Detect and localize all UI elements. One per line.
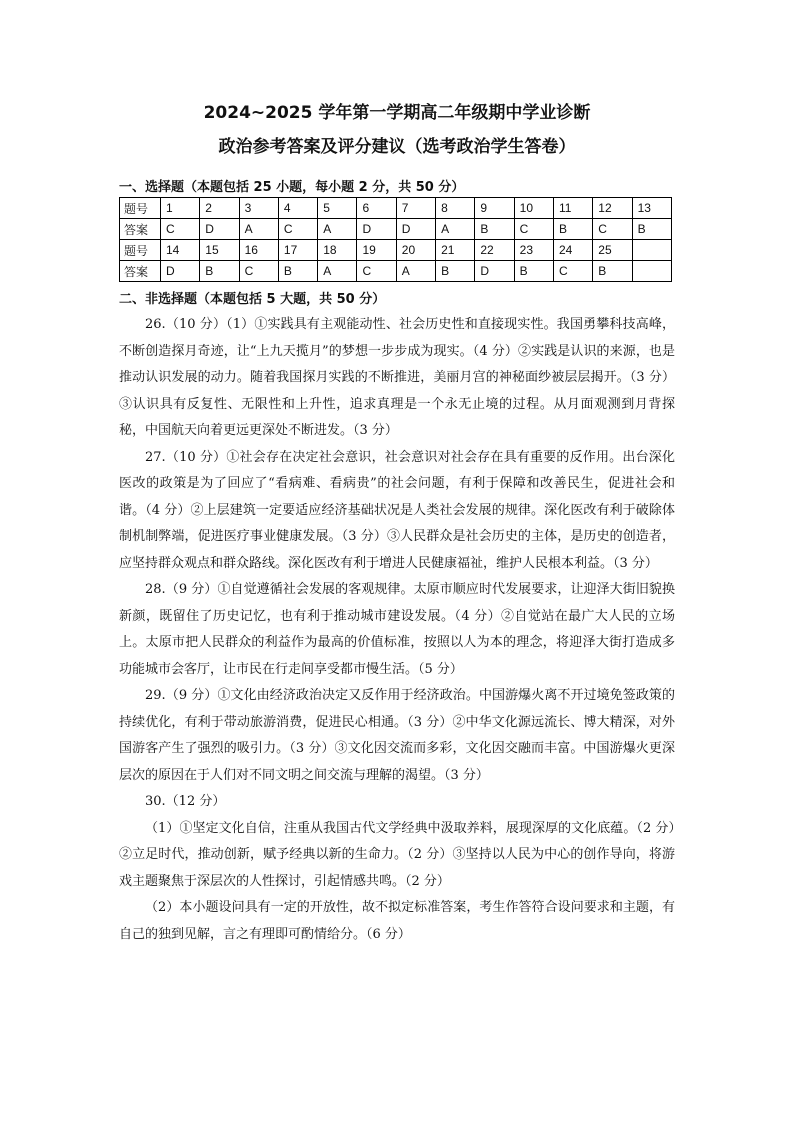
answer-cell: A bbox=[318, 261, 357, 282]
answer-table bbox=[119, 197, 672, 282]
answer-cell: C bbox=[278, 219, 317, 240]
question-number-cell: 12 bbox=[593, 198, 632, 219]
question-number-cell: 17 bbox=[278, 240, 317, 261]
answer-cell: A bbox=[318, 219, 357, 240]
title-line-1: 2024~2025 学年第一学期高二年级期中学业诊断 bbox=[203, 103, 591, 123]
answer-cell: D bbox=[396, 219, 435, 240]
table-row-question-numbers-2 bbox=[120, 240, 672, 261]
question-number-cell: 14 bbox=[161, 240, 200, 261]
question-number-cell: 16 bbox=[239, 240, 278, 261]
question-number-cell: 19 bbox=[357, 240, 396, 261]
question-number-cell: 8 bbox=[436, 198, 475, 219]
row-label: 题号 bbox=[120, 240, 161, 261]
question-number-cell: 2 bbox=[200, 198, 239, 219]
section-heading-choice: 一、选择题（本题包括 25 小题，每小题 2 分，共 50 分） bbox=[119, 180, 465, 195]
question-number-cell: 23 bbox=[514, 240, 553, 261]
answer-cell: B bbox=[553, 219, 592, 240]
answer-cell bbox=[632, 261, 671, 282]
question-number-cell: 11 bbox=[553, 198, 592, 219]
answer-cell: C bbox=[593, 219, 632, 240]
answer-paragraph-30-heading: 30.（12 分） bbox=[145, 794, 226, 809]
question-number-cell: 5 bbox=[318, 198, 357, 219]
answer-cell: B bbox=[632, 219, 671, 240]
answer-cell: B bbox=[475, 219, 514, 240]
answer-cell: C bbox=[514, 219, 553, 240]
answer-cell: A bbox=[396, 261, 435, 282]
answer-cell: D bbox=[161, 261, 200, 282]
question-number-cell: 1 bbox=[161, 198, 200, 219]
question-number-cell: 22 bbox=[475, 240, 514, 261]
answer-cell: D bbox=[475, 261, 514, 282]
answer-cell: B bbox=[200, 261, 239, 282]
answer-paragraph-26: 26.（10 分）（1）①实践具有主观能动性、社会历史性和直接现实性。我国勇攀科技高峰，不断创造探月奇迹，让“上九天揽月”的梦想一步步成为现实。（4 分）②实践是认识的来源，也是推动认识发展的动力。随着我国探月实践的不断推进，美丽月宫的神秘面纱被层层揭开。（3 分）③认识具有反复性、无限性和上升性，追求真理是一个永无止境的过程。从月面观测到月背探秘，中国航天向着更远更深处不断进发。（3 分） bbox=[119, 317, 675, 438]
title-line-2: 政治参考答案及评分建议（选考政治学生答卷） bbox=[218, 137, 576, 157]
answer-cell: C bbox=[239, 261, 278, 282]
row-label: 题号 bbox=[120, 198, 161, 219]
question-number-cell: 7 bbox=[396, 198, 435, 219]
answer-content bbox=[119, 312, 675, 948]
question-number-cell: 13 bbox=[632, 198, 671, 219]
answer-cell: C bbox=[357, 261, 396, 282]
answer-cell: A bbox=[436, 219, 475, 240]
answer-paragraph-30-2: （2）本小题设问具有一定的开放性，故不拟定标准答案，考生作答符合设问要求和主题，有自己的独到见解，言之有理即可酌情给分。（6 分） bbox=[119, 900, 675, 942]
row-label: 答案 bbox=[120, 219, 161, 240]
answer-paragraph-30-1: （1）①坚定文化自信，注重从我国古代文学经典中汲取养料，展现深厚的文化底蕴。（2 分）②立足时代，推动创新，赋予经典以新的生命力。（2 分）③坚持以人民为中心的创作导向，将游戏主题聚焦于深层次的人性探讨，引起情感共鸣。（2 分） bbox=[119, 820, 675, 889]
answer-paragraph-27: 27.（10 分）①社会存在决定社会意识，社会意识对社会存在具有重要的反作用。出台深化医改的政策是为了回应了“看病难、看病贵”的社会问题，有利于保障和改善民生，促进社会和谐。（4 分）②上层建筑一定要适应经济基础状况是人类社会发展的规律。深化医改有利于破除体制机制弊端，促进医疗事业健康发展。（3 分）③人民群众是社会历史的主体，是历史的创造者，应坚持群众观点和群众路线。深化医改有利于增进人民健康福祉，维护人民根本利益。（3 分） bbox=[119, 449, 675, 571]
answer-cell: A bbox=[239, 219, 278, 240]
answer-cell: C bbox=[161, 219, 200, 240]
row-label: 答案 bbox=[120, 261, 161, 282]
question-number-cell: 3 bbox=[239, 198, 278, 219]
table-row-question-numbers-1 bbox=[120, 198, 672, 219]
answer-cell: B bbox=[436, 261, 475, 282]
question-number-cell: 24 bbox=[553, 240, 592, 261]
answer-cell: B bbox=[514, 261, 553, 282]
answer-cell: D bbox=[357, 219, 396, 240]
question-number-cell: 10 bbox=[514, 198, 553, 219]
answer-cell: C bbox=[553, 261, 592, 282]
answer-paragraph-29: 29.（9 分）①文化由经济政治决定又反作用于经济政治。中国游爆火离不开过境免签政策的持续优化，有利于带动旅游消费，促进民心相通。（3 分）②中华文化源远流长、博大精深，对外国游客产生了强烈的吸引力。（3 分）③文化因交流而多彩，文化因交融而丰富。中国游爆火更深层次的原因在于人们对不同文明之间交流与理解的渴望。（3 分） bbox=[119, 688, 675, 783]
question-number-cell: 4 bbox=[278, 198, 317, 219]
table-row-answers-2 bbox=[120, 261, 672, 282]
answer-paragraph-28: 28.（9 分）①自觉遵循社会发展的客观规律。太原市顺应时代发展要求，让迎泽大街旧貌换新颜，既留住了历史记忆，也有利于推动城市建设发展。（4 分）②自觉站在最广大人民的立场上。太原市把人民群众的利益作为最高的价值标准，按照以人为本的理念，将迎泽大街打造成多功能城市会客厅，让市民在行走间享受都市慢生活。（5 分） bbox=[119, 582, 675, 677]
question-number-cell: 6 bbox=[357, 198, 396, 219]
question-number-cell: 15 bbox=[200, 240, 239, 261]
table-row-answers-1 bbox=[120, 219, 672, 240]
question-number-cell: 20 bbox=[396, 240, 435, 261]
question-number-cell: 9 bbox=[475, 198, 514, 219]
question-number-cell bbox=[632, 240, 671, 261]
question-number-cell: 21 bbox=[436, 240, 475, 261]
question-number-cell: 25 bbox=[593, 240, 632, 261]
answer-cell: B bbox=[593, 261, 632, 282]
question-number-cell: 18 bbox=[318, 240, 357, 261]
answer-cell: B bbox=[278, 261, 317, 282]
section-heading-non-choice: 二、非选择题（本题包括 5 大题，共 50 分） bbox=[119, 292, 386, 307]
answer-cell: D bbox=[200, 219, 239, 240]
